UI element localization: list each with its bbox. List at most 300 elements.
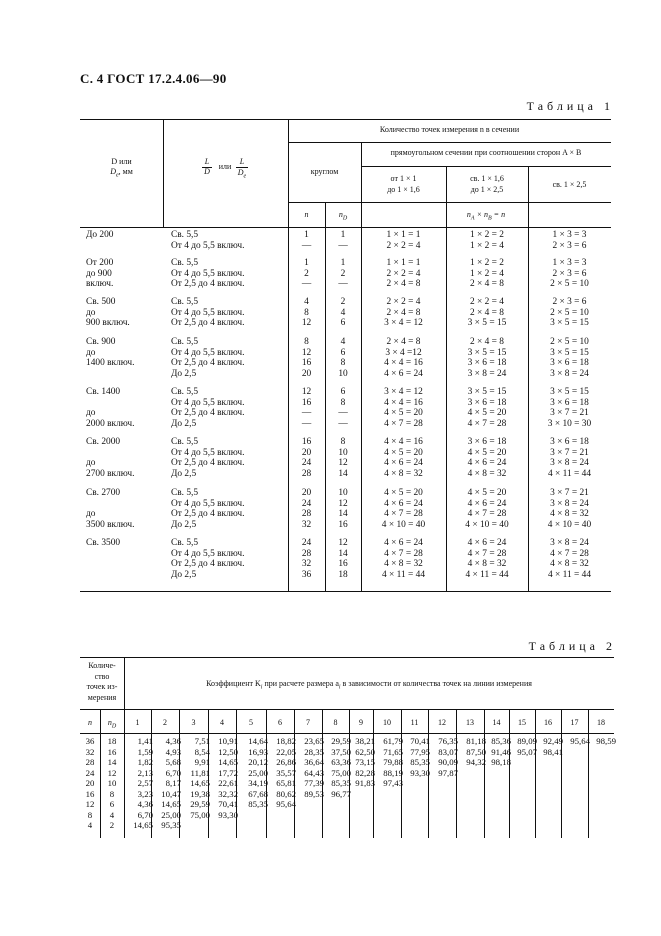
k-value: 92,49 bbox=[543, 736, 563, 746]
n-value: 20 bbox=[301, 369, 312, 380]
left-header: Количе- bbox=[88, 661, 116, 670]
k-value: 97,87 bbox=[438, 767, 458, 778]
k-value: 29,59 bbox=[190, 799, 210, 809]
k-value: 20,12 bbox=[248, 757, 268, 767]
n-value: 32 bbox=[85, 746, 95, 757]
ratio-value: Св. 5,5 bbox=[171, 437, 199, 447]
n-value: 28 bbox=[85, 757, 95, 767]
ratio-value: Св. 5,5 bbox=[171, 337, 199, 347]
nd-value: 10 bbox=[338, 488, 348, 498]
table2-vrule bbox=[561, 709, 562, 838]
k-value: 77,39 bbox=[304, 778, 324, 788]
rect-value: 2 × 5 = 10 bbox=[550, 307, 589, 318]
k-value: 89,53 bbox=[304, 788, 324, 799]
n-value: 20 bbox=[301, 488, 312, 498]
ratio-value: До 2,5 bbox=[171, 469, 197, 480]
table2-rule bbox=[80, 709, 124, 710]
nd-value: 12 bbox=[338, 458, 348, 469]
rect-value: 2 × 4 = 8 bbox=[386, 337, 421, 347]
ratio-value: От 4 до 5,5 включ. bbox=[171, 498, 245, 509]
k-value: 35,57 bbox=[276, 767, 296, 778]
ratio-value: От 4 до 5,5 включ. bbox=[171, 307, 245, 318]
n-value: 1 bbox=[304, 230, 309, 240]
k-value: 29,59 bbox=[331, 736, 351, 746]
nd-value: — bbox=[338, 419, 348, 430]
d-range-label: Св. 900 bbox=[86, 337, 116, 347]
nd-value: 8 bbox=[340, 437, 346, 447]
left-header: мерения bbox=[87, 692, 117, 702]
k-value: 1,41 bbox=[137, 736, 153, 746]
column-header: 3 bbox=[191, 718, 196, 727]
k-value: 65,81 bbox=[276, 778, 296, 788]
k-value: 11,81 bbox=[190, 767, 210, 778]
n-value: 36 bbox=[85, 736, 95, 746]
rect-value: 3 × 6 = 18 bbox=[550, 437, 589, 447]
ratio-value: От 2,5 до 4 включ. bbox=[171, 559, 245, 570]
k-value: 98,59 bbox=[596, 736, 616, 746]
nd-value: 16 bbox=[338, 559, 348, 570]
column-header: 1 bbox=[135, 718, 140, 727]
n-value: 28 bbox=[301, 469, 312, 480]
ratio-value: До 2,5 bbox=[171, 570, 197, 581]
n-value: 2 bbox=[304, 268, 309, 279]
n-value: 24 bbox=[301, 498, 312, 509]
nd-value: 4 bbox=[340, 337, 346, 347]
nd-header-part: n bbox=[107, 718, 112, 727]
nd-value: 10 bbox=[338, 369, 348, 380]
d-col-header-2-part: , мм bbox=[118, 167, 133, 176]
k-value: 19,38 bbox=[190, 788, 210, 799]
table1-caption: Таблица 1 bbox=[526, 99, 614, 113]
rect-value: 3 × 6 = 18 bbox=[550, 397, 589, 408]
n-value: 24 bbox=[301, 538, 312, 548]
rect-value: 4 × 10 = 40 bbox=[547, 520, 592, 531]
rect-value: 4 × 8 = 32 bbox=[467, 559, 507, 570]
ratio-value: От 4 до 5,5 включ. bbox=[171, 548, 245, 559]
rect-value: 4 × 8 = 32 bbox=[384, 469, 423, 480]
rect-value: 4 × 8 = 32 bbox=[550, 559, 589, 570]
n-value: 16 bbox=[85, 788, 95, 799]
d-range-label: до bbox=[86, 408, 96, 419]
column-header: 13 bbox=[466, 718, 474, 727]
rect-value: 4 × 11 = 44 bbox=[465, 570, 509, 581]
rect-value: 4 × 7 = 28 bbox=[384, 419, 423, 430]
nd-value: 6 bbox=[109, 799, 115, 809]
n-value: 16 bbox=[301, 358, 312, 369]
rect-value: 2 × 4 = 8 bbox=[386, 307, 421, 318]
k-value: 62,50 bbox=[355, 746, 375, 757]
rect-value: 3 × 4 = 12 bbox=[384, 387, 423, 397]
k-value: 23,65 bbox=[304, 736, 324, 746]
rect-value: 4 × 6 = 24 bbox=[467, 498, 507, 509]
rect-value: 4 × 6 = 24 bbox=[384, 369, 423, 380]
k-value: 85,35 bbox=[248, 799, 268, 809]
ratio-value: Св. 5,5 bbox=[171, 230, 199, 240]
rect-value: 4 × 10 = 40 bbox=[465, 520, 509, 531]
rect-value: 1 × 3 = 3 bbox=[552, 258, 587, 268]
rect-value: 4 × 6 = 24 bbox=[384, 498, 423, 509]
rect-value: 4 × 4 = 16 bbox=[384, 437, 423, 447]
k-value: 77,95 bbox=[410, 746, 430, 757]
k-value: 85,35 bbox=[331, 778, 351, 788]
sub1-b: до 1 × 1,6 bbox=[387, 185, 420, 194]
nd-value: 2 bbox=[340, 268, 346, 279]
column-header: 17 bbox=[570, 718, 579, 727]
k-value: 61,79 bbox=[383, 736, 403, 746]
k-value: 25,00 bbox=[161, 809, 181, 820]
ratio-value: От 2,5 до 4 включ. bbox=[171, 408, 245, 419]
k-value: 26,86 bbox=[276, 757, 296, 767]
rect-value: 3 × 8 = 24 bbox=[550, 369, 589, 380]
rect-value: 2 × 2 = 4 bbox=[469, 297, 504, 307]
k-value: 98,41 bbox=[543, 746, 563, 757]
round-header: круглом bbox=[310, 167, 339, 176]
d-range-label: включ. bbox=[86, 279, 114, 290]
coef-header-part: Коэффициент K bbox=[206, 679, 261, 688]
nd-value: 8 bbox=[109, 788, 115, 799]
k-value: 34,19 bbox=[248, 778, 268, 788]
nd-value: — bbox=[338, 408, 348, 419]
k-value: 2,57 bbox=[137, 778, 153, 788]
rect-value: 4 × 7 = 28 bbox=[384, 548, 423, 559]
ratio-value: От 2,5 до 4 включ. bbox=[171, 358, 245, 369]
table1-rule bbox=[288, 142, 611, 143]
table1-top-rule bbox=[80, 119, 611, 120]
rect-value: 4 × 7 = 28 bbox=[467, 419, 507, 430]
table2-vrule bbox=[535, 709, 536, 838]
rect-value: 1 × 1 = 1 bbox=[386, 230, 421, 240]
rect-value: 2 × 4 = 8 bbox=[469, 307, 504, 318]
n-value: 4 bbox=[87, 820, 93, 830]
d-range-label: 1400 включ. bbox=[86, 358, 135, 369]
table1-rule bbox=[288, 202, 611, 203]
rect-value: 3 × 8 = 24 bbox=[550, 498, 589, 509]
d-range-label: до bbox=[86, 458, 96, 469]
k-value: 93,30 bbox=[410, 767, 430, 778]
nd-value: — bbox=[338, 279, 348, 290]
rect-value: 2 × 2 = 4 bbox=[386, 268, 421, 279]
n-value: 8 bbox=[304, 307, 309, 318]
sub1-a: от 1 × 1 bbox=[390, 174, 417, 183]
ratio-value: Св. 5,5 bbox=[171, 297, 199, 307]
rect-value: 4 × 5 = 20 bbox=[384, 447, 423, 458]
k-value: 4,93 bbox=[165, 746, 181, 757]
rect-value: 2 × 3 = 6 bbox=[552, 297, 587, 307]
rect-value: 3 × 6 = 18 bbox=[467, 437, 507, 447]
rect-value: 4 × 11 = 44 bbox=[547, 469, 592, 480]
rect-value: 2 × 5 = 10 bbox=[550, 279, 589, 290]
table1-bottom-rule bbox=[80, 591, 611, 592]
k-value: 14,64 bbox=[248, 736, 268, 746]
n-value: 32 bbox=[301, 559, 312, 570]
k-value: 4,36 bbox=[165, 736, 181, 746]
k-value: 91,83 bbox=[355, 778, 375, 788]
rect-value: 4 × 10 = 40 bbox=[381, 520, 426, 531]
formula-header-part: n bbox=[466, 210, 471, 219]
ratio-value: От 4 до 5,5 включ. bbox=[171, 240, 245, 251]
coef-header-part: i bbox=[338, 684, 341, 691]
k-value: 85,35 bbox=[410, 757, 430, 767]
nd-header-part: D bbox=[111, 723, 117, 730]
k-value: 12,50 bbox=[218, 746, 238, 757]
rect-value: 3 × 5 = 15 bbox=[467, 387, 507, 397]
formula-header-part: = n bbox=[491, 210, 506, 219]
k-value: 93,30 bbox=[218, 809, 238, 820]
k-value: 75,00 bbox=[331, 767, 351, 778]
ratio-value: Св. 5,5 bbox=[171, 538, 199, 548]
ratio-value: От 2,5 до 4 включ. bbox=[171, 318, 245, 329]
n-value: 20 bbox=[85, 778, 95, 788]
rect-value: 3 × 8 = 24 bbox=[550, 538, 589, 548]
nd-value: 18 bbox=[107, 736, 117, 746]
rect-value: 3 × 4 =12 bbox=[385, 347, 422, 358]
n-value: 24 bbox=[301, 458, 312, 469]
d-range-label: До 200 bbox=[86, 230, 114, 240]
n-value: 12 bbox=[301, 347, 312, 358]
ratio-value: Св. 5,5 bbox=[171, 387, 199, 397]
k-value: 95,07 bbox=[517, 746, 537, 757]
nd-value: 2 bbox=[109, 820, 115, 830]
rect-value: 4 × 11 = 44 bbox=[547, 570, 592, 581]
rect-value: 3 × 6 = 18 bbox=[550, 358, 589, 369]
rect-value: 4 × 5 = 20 bbox=[384, 488, 423, 498]
nd-value: 8 bbox=[340, 397, 346, 408]
rect-value: 4 × 6 = 24 bbox=[384, 458, 423, 469]
coef-header-part: в зависимости от количества точек на линии измерения bbox=[340, 679, 532, 688]
sub2-b: до 1 × 2,5 bbox=[470, 185, 504, 194]
column-header: 15 bbox=[518, 718, 526, 727]
ratio-l: L bbox=[204, 157, 210, 166]
k-value: 63,36 bbox=[331, 757, 351, 767]
rect-value: 1 × 2 = 4 bbox=[469, 240, 504, 251]
rect-value: 4 × 5 = 20 bbox=[467, 447, 507, 458]
nd-header-part: n bbox=[338, 210, 343, 219]
rect-value: 4 × 8 = 32 bbox=[467, 469, 507, 480]
k-value: 6,70 bbox=[137, 809, 153, 820]
d-range-label: 3500 включ. bbox=[86, 520, 135, 531]
column-header: 10 bbox=[383, 718, 391, 727]
column-header: 9 bbox=[359, 718, 363, 727]
n-value: 28 bbox=[301, 509, 312, 520]
rect-value: 4 × 6 = 24 bbox=[467, 538, 507, 548]
rect-value: 4 × 4 = 16 bbox=[384, 397, 423, 408]
n-value: 4 bbox=[304, 297, 309, 307]
k-value: 1,82 bbox=[137, 757, 153, 767]
table2-top-rule bbox=[80, 657, 614, 658]
k-value: 67,68 bbox=[248, 788, 268, 799]
rect-value: 3 × 5 = 15 bbox=[467, 318, 507, 329]
nd-header bbox=[325, 210, 361, 224]
k-value: 18,82 bbox=[276, 736, 296, 746]
rect-value: 2 × 4 = 8 bbox=[469, 279, 504, 290]
ratio-value: Св. 5,5 bbox=[171, 258, 199, 268]
k-value: 91,46 bbox=[491, 746, 511, 757]
rect-value: 3 × 6 = 18 bbox=[467, 358, 507, 369]
rect-value: 3 × 7 = 21 bbox=[550, 408, 589, 419]
nd-value: 12 bbox=[338, 498, 348, 509]
table1-vrule bbox=[163, 119, 164, 227]
ratio-value: Св. 5,5 bbox=[171, 488, 199, 498]
ratio-value: От 2,5 до 4 включ. bbox=[171, 458, 245, 469]
rect-value: 3 × 5 = 15 bbox=[550, 387, 589, 397]
n-value: 8 bbox=[304, 337, 309, 347]
ratio-value: От 4 до 5,5 включ. bbox=[171, 268, 245, 279]
rect-value: 3 × 7 = 21 bbox=[550, 447, 589, 458]
nd-value: 1 bbox=[340, 258, 346, 268]
n-value: — bbox=[301, 408, 312, 419]
d-range-label: до 900 bbox=[86, 268, 112, 279]
n-value: — bbox=[301, 279, 312, 290]
page-header: С. 4 ГОСТ 17.2.4.06—90 bbox=[80, 71, 227, 86]
k-value: 8,17 bbox=[165, 778, 181, 788]
k-value: 70,41 bbox=[218, 799, 238, 809]
formula-header bbox=[361, 210, 611, 224]
k-value: 81,18 bbox=[466, 736, 486, 746]
ratio-value: До 2,5 bbox=[171, 520, 197, 531]
n-value: 20 bbox=[301, 447, 312, 458]
k-value: 2,13 bbox=[137, 767, 153, 778]
column-header: 2 bbox=[163, 718, 167, 727]
k-value: 32,32 bbox=[218, 788, 238, 799]
d-range-label: Св. 500 bbox=[86, 297, 116, 307]
column-header: 12 bbox=[438, 718, 446, 727]
rect-value: 3 × 8 = 24 bbox=[467, 369, 507, 380]
rect-value: 4 × 7 = 28 bbox=[550, 548, 589, 559]
k-value: 22,05 bbox=[276, 746, 296, 757]
k-value: 95,64 bbox=[570, 736, 590, 746]
k-value: 28,35 bbox=[304, 746, 324, 757]
rect-value: 1 × 3 = 3 bbox=[552, 230, 587, 240]
k-value: 7,51 bbox=[194, 736, 210, 746]
k-value: 64,43 bbox=[304, 767, 324, 778]
k-value: 88,19 bbox=[383, 767, 403, 778]
rect-value: 4 × 11 = 44 bbox=[381, 570, 426, 581]
d-range-label: до bbox=[86, 307, 96, 318]
ratio-d: D bbox=[204, 167, 210, 176]
ratio-value: До 2,5 bbox=[171, 419, 197, 430]
n-value: — bbox=[301, 419, 312, 430]
d-range-label: 2000 включ. bbox=[86, 419, 135, 430]
k-value: 14,65 bbox=[133, 820, 153, 830]
d-col-header: D или bbox=[111, 157, 132, 166]
formula-header-part: B bbox=[488, 215, 492, 222]
ratio-value: От 4 до 5,5 включ. bbox=[171, 347, 245, 358]
table2-header-bottom bbox=[80, 733, 614, 734]
rect-value: 3 × 6 = 18 bbox=[467, 397, 507, 408]
coef-header-part: при расчете размера a bbox=[262, 679, 339, 688]
d-col-header-2 bbox=[80, 167, 163, 181]
column-header: 11 bbox=[410, 718, 419, 727]
rect-value: 4 × 8 = 32 bbox=[550, 509, 589, 520]
nd-value: 10 bbox=[107, 778, 117, 788]
n-value: 16 bbox=[301, 437, 312, 447]
ratio-value: До 2,5 bbox=[171, 369, 197, 380]
rect-value: 3 × 5 = 15 bbox=[550, 318, 589, 329]
nd-value: 2 bbox=[340, 297, 346, 307]
column-header: 8 bbox=[333, 718, 338, 727]
sub2-a: св. 1 × 1,6 bbox=[470, 174, 504, 183]
table2-vrule bbox=[484, 709, 485, 838]
k-value: 38,21 bbox=[355, 736, 375, 746]
d-range-label: 900 включ. bbox=[86, 318, 130, 329]
k-value: 14,65 bbox=[190, 778, 210, 788]
table2-caption: Таблица 2 bbox=[528, 639, 616, 653]
column-header: 6 bbox=[278, 718, 282, 727]
rect-value: 4 × 5 = 20 bbox=[467, 488, 507, 498]
column-header: 14 bbox=[492, 718, 501, 727]
k-value: 5,68 bbox=[165, 757, 181, 767]
k-value: 94,32 bbox=[466, 757, 486, 767]
ratio-d2-part: D bbox=[237, 168, 244, 177]
k-value: 10,91 bbox=[218, 736, 238, 746]
table2-vrule bbox=[509, 709, 510, 838]
k-value: 70,41 bbox=[410, 736, 430, 746]
rect-value: 2 × 5 = 10 bbox=[550, 337, 589, 347]
k-value: 1,59 bbox=[137, 746, 153, 757]
k-value: 90,09 bbox=[438, 757, 458, 767]
rect-value: 1 × 2 = 4 bbox=[469, 268, 504, 279]
k-value: 3,23 bbox=[137, 788, 153, 799]
rect-value: 4 × 5 = 20 bbox=[384, 408, 423, 419]
ratio-value: От 2,5 до 4 включ. bbox=[171, 509, 245, 520]
formula-header-part: × n bbox=[474, 210, 488, 219]
nd-value: 14 bbox=[338, 548, 348, 559]
nd-value: — bbox=[338, 240, 348, 251]
k-value: 10,47 bbox=[161, 788, 181, 799]
table2-vrule bbox=[588, 709, 589, 838]
rect-value: 4 × 7 = 28 bbox=[467, 548, 507, 559]
n-value: — bbox=[301, 240, 312, 251]
rect-value: 3 × 5 = 15 bbox=[467, 347, 507, 358]
k-value: 9,91 bbox=[194, 757, 210, 767]
k-value: 17,72 bbox=[218, 767, 238, 778]
rect-value: 4 × 6 = 24 bbox=[384, 538, 423, 548]
nd-value: 6 bbox=[340, 347, 346, 358]
nd-value: 12 bbox=[338, 538, 348, 548]
rect-value: 2 × 3 = 6 bbox=[552, 268, 587, 279]
k-value: 25,00 bbox=[248, 767, 268, 778]
nd-value: 14 bbox=[107, 757, 117, 767]
column-header: 16 bbox=[544, 718, 552, 727]
d-range-label: Св. 2700 bbox=[86, 488, 121, 498]
formula-header-part: A bbox=[470, 215, 475, 222]
n-value: 8 bbox=[87, 809, 93, 820]
k-value: 98,18 bbox=[491, 757, 511, 767]
nd-value: 4 bbox=[340, 307, 346, 318]
nd-value: 16 bbox=[338, 520, 348, 531]
column-header: 7 bbox=[306, 718, 310, 727]
k-value: 87,50 bbox=[466, 746, 486, 757]
n-value: 12 bbox=[301, 387, 312, 397]
rect-value: 4 × 4 = 16 bbox=[384, 358, 423, 369]
n-value: 12 bbox=[85, 799, 95, 809]
k-value: 16,93 bbox=[248, 746, 268, 757]
nd-value: 1 bbox=[340, 230, 346, 240]
rect-value: 3 × 10 = 30 bbox=[547, 419, 592, 430]
k-value: 95,64 bbox=[276, 799, 296, 809]
k-value: 14,65 bbox=[161, 799, 181, 809]
rect-value: 4 × 7 = 28 bbox=[467, 509, 507, 520]
d-range-label: От 200 bbox=[86, 258, 114, 268]
k-value: 8,54 bbox=[194, 746, 210, 757]
d-col-header-2-part: e bbox=[115, 172, 119, 179]
nd-value: 8 bbox=[340, 358, 346, 369]
ratio-d2 bbox=[233, 168, 251, 182]
d-range-label: до bbox=[86, 347, 96, 358]
rect-value: 4 × 5 = 20 bbox=[467, 408, 507, 419]
left-header: ство bbox=[94, 671, 110, 681]
column-header: 5 bbox=[249, 718, 253, 727]
